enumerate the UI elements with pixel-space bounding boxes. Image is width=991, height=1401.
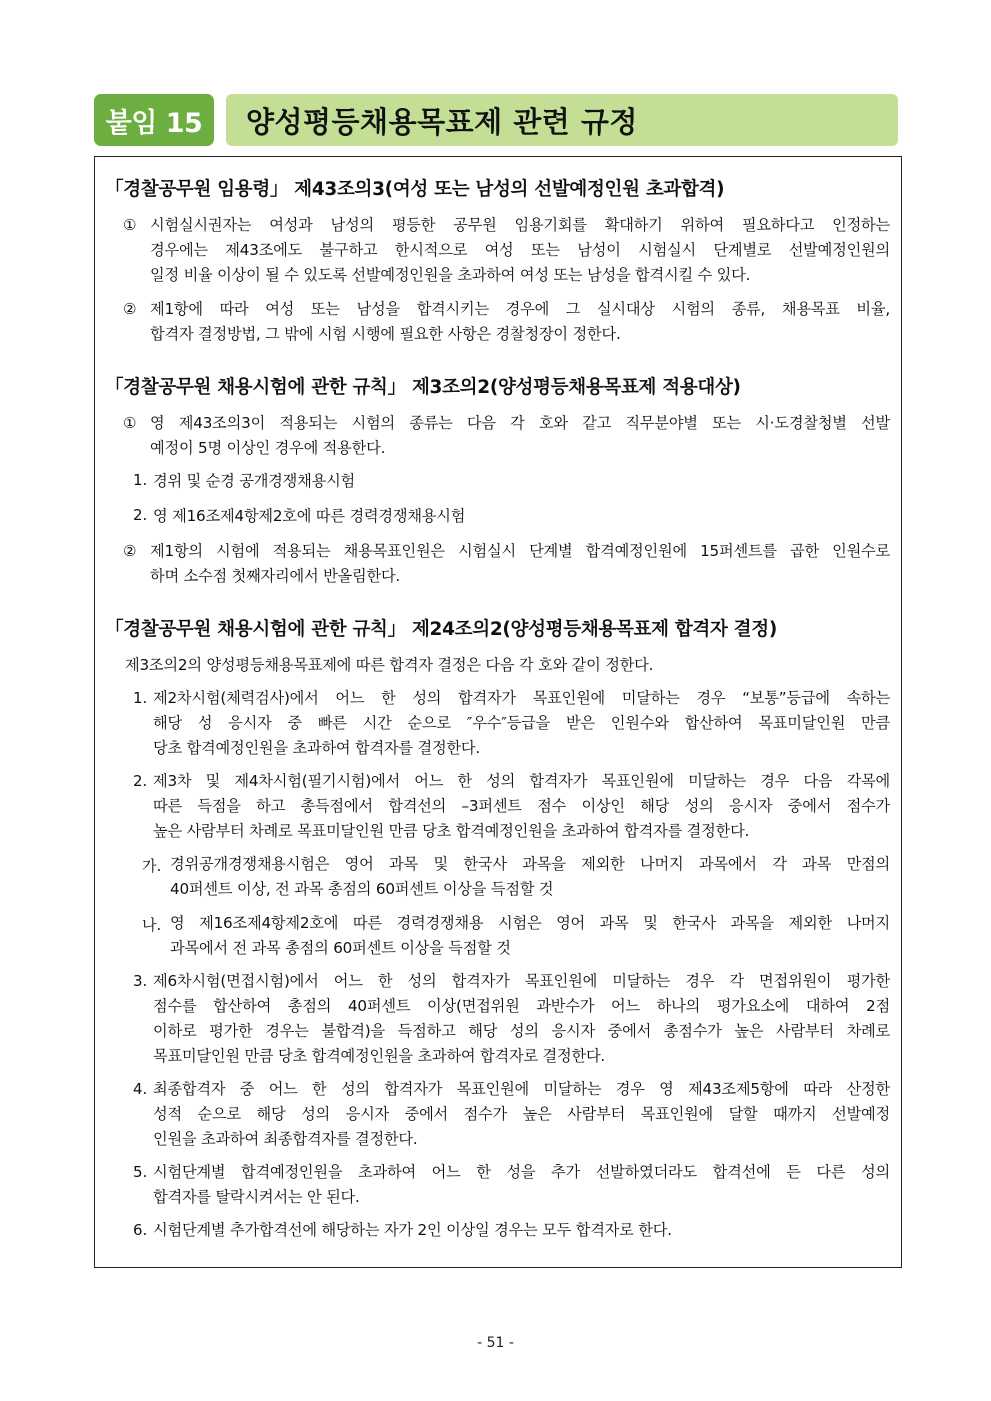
section-1-title: 「경찰공무원 임용령」 제43조의3(여성 또는 남성의 선발예정인원 초과합격): [105, 179, 725, 200]
page-number: - 51 -: [477, 1335, 514, 1351]
regulation-box: [94, 156, 902, 1268]
s1-p1-line1: 시험실시권자는 여성과 남성의 평등한 공무원 임용기회를 확대하기 위하여 필요하다고 인정하는: [150, 216, 890, 234]
s1-p2-line1: 제1항에 따라 여성 또는 남성을 합격시키는 경우에 그 실시대상 시험의 종류, 채용목표 비율,: [150, 300, 890, 318]
s3-item2-line2: 따른 득점을 하고 총득점에서 합격선의 –3퍼센트 점수 이상인 해당 성의 응시자 중에서 점수가: [153, 797, 890, 815]
s2-p2-line1: 제1항의 시험에 적용되는 채용목표인원은 시험실시 단계별 합격예정인원에 15퍼센트를 곱한 인원수로: [150, 542, 890, 560]
s1-p2-marker: ②: [123, 300, 137, 318]
s2-item2-text: 영 제16조제4항제2호에 따른 경력경쟁채용시험: [153, 507, 466, 525]
page-title: 양성평등채용목표제 관련 규정: [246, 104, 638, 139]
s3-sub-ga-line1: 경위공개경쟁채용시험은 영어 과목 및 한국사 과목을 제외한 나머지 과목에서 각 과목 만점의: [170, 855, 890, 873]
s3-item2-marker: 2.: [133, 772, 148, 790]
s2-p1-marker: ①: [123, 414, 137, 432]
s2-item1-marker: 1.: [133, 471, 148, 489]
s3-item1-line3: 당초 합격예정인원을 초과하여 합격자를 결정한다.: [153, 739, 481, 757]
s1-p1-line3: 일정 비율 이상이 될 수 있도록 선발예정인원을 초과하여 여성 또는 남성을 합격시킬 수 있다.: [150, 266, 751, 284]
s3-item4-line2: 성적 순으로 해당 성의 응시자 중에서 점수가 높은 사람부터 목표인원에 달할 때까지 선발예정: [153, 1105, 890, 1123]
s2-item2-marker: 2.: [133, 506, 148, 524]
s3-item5-line2: 합격자를 탈락시켜서는 안 된다.: [153, 1188, 360, 1206]
s3-item1-line2: 해당 성 응시자 중 빠른 시간 순으로 ″우수″등급을 받은 인원수와 합산하여 목표미달인원 만큼: [153, 714, 890, 732]
s3-item4-marker: 4.: [133, 1080, 148, 1098]
s2-p1-line2: 예정이 5명 이상인 경우에 적용한다.: [150, 439, 386, 457]
s2-p2-line2: 하며 소수점 첫째자리에서 반올림한다.: [150, 567, 401, 585]
s3-item6-marker: 6.: [133, 1221, 148, 1239]
s3-item2-line1: 제3차 및 제4차시험(필기시험)에서 어느 한 성의 합격자가 목표인원에 미달하는 경우 다음 각목에: [153, 772, 890, 790]
title-bar: [226, 94, 898, 146]
section-2-title: 「경찰공무원 채용시험에 관한 규칙」 제3조의2(양성평등채용목표제 적용대상): [105, 377, 741, 398]
s3-item3-line2: 점수를 합산하여 총점의 40퍼센트 이상(면접위원 과반수가 어느 하나의 평가요소에 대하여 2점: [153, 997, 890, 1015]
s2-p1-line1: 영 제43조의3이 적용되는 시험의 종류는 다음 각 호와 같고 직무분야별 또는 시·도경찰청별 선발: [150, 414, 890, 432]
s3-sub-na-line2: 과목에서 전 과목 총점의 60퍼센트 이상을 득점할 것: [170, 939, 511, 957]
s3-item1-line1: 제2차시험(체력검사)에서 어느 한 성의 합격자가 목표인원에 미달하는 경우 “보통”등급에 속하는: [153, 689, 890, 707]
s1-p1-line2: 경우에는 제43조에도 불구하고 한시적으로 여성 또는 남성이 시험실시 단계별로 선발예정인원의: [150, 241, 890, 259]
section-3-title: 「경찰공무원 채용시험에 관한 규칙」 제24조의2(양성평등채용목표제 합격자 결정): [105, 619, 777, 640]
s3-item5-line1: 시험단계별 합격예정인원을 초과하여 어느 한 성을 추가 선발하였더라도 합격선에 든 다른 성의: [153, 1163, 890, 1181]
s1-p1-marker: ①: [123, 216, 137, 234]
s1-p2-line2: 합격자 결정방법, 그 밖에 시험 시행에 필요한 사항은 경찰청장이 정한다.: [150, 325, 621, 343]
s3-item3-line4: 목표미달인원 만큼 당초 합격예정인원을 초과하여 합격자로 결정한다.: [153, 1047, 606, 1065]
s3-sub-ga-line2: 40퍼센트 이상, 전 과목 총점의 60퍼센트 이상을 득점할 것: [170, 880, 554, 898]
s3-intro: 제3조의2의 양성평등채용목표제에 따른 합격자 결정은 다음 각 호와 같이 정한다.: [125, 656, 654, 674]
s3-item1-marker: 1.: [133, 689, 148, 707]
s3-item5-marker: 5.: [133, 1163, 148, 1181]
s3-sub-na-line1: 영 제16조제4항제2호에 따른 경력경쟁채용 시험은 영어 과목 및 한국사 과목을 제외한 나머지: [170, 914, 890, 932]
s3-item3-marker: 3.: [133, 972, 148, 990]
s3-item6-text: 시험단계별 추가합격선에 해당하는 자가 2인 이상일 경우는 모두 합격자로 한다.: [153, 1221, 672, 1239]
s2-item1-text: 경위 및 순경 공개경쟁채용시험: [153, 472, 356, 490]
s3-item4-line3: 인원을 초과하여 최종합격자를 결정한다.: [153, 1130, 418, 1148]
s3-sub-na-marker: 나.: [142, 916, 162, 934]
s3-item3-line1: 제6차시험(면접시험)에서 어느 한 성의 합격자가 목표인원에 미달하는 경우 각 면접위원이 평가한: [153, 972, 890, 990]
appendix-badge: 붙임 15: [94, 94, 214, 146]
s3-item4-line1: 최종합격자 중 어느 한 성의 합격자가 목표인원에 미달하는 경우 영 제43조제5항에 따라 산정한: [153, 1080, 890, 1098]
s3-item2-line3: 높은 사람부터 차례로 목표미달인원 만큼 당초 합격예정인원을 초과하여 합격자를 결정한다.: [153, 822, 750, 840]
s3-item3-line3: 이하로 평가한 경우는 불합격)을 득점하고 해당 성의 응시자 중에서 총점수가 높은 사람부터 차례로: [153, 1022, 890, 1040]
s3-sub-ga-marker: 가.: [142, 857, 162, 875]
s2-p2-marker: ②: [123, 542, 137, 560]
